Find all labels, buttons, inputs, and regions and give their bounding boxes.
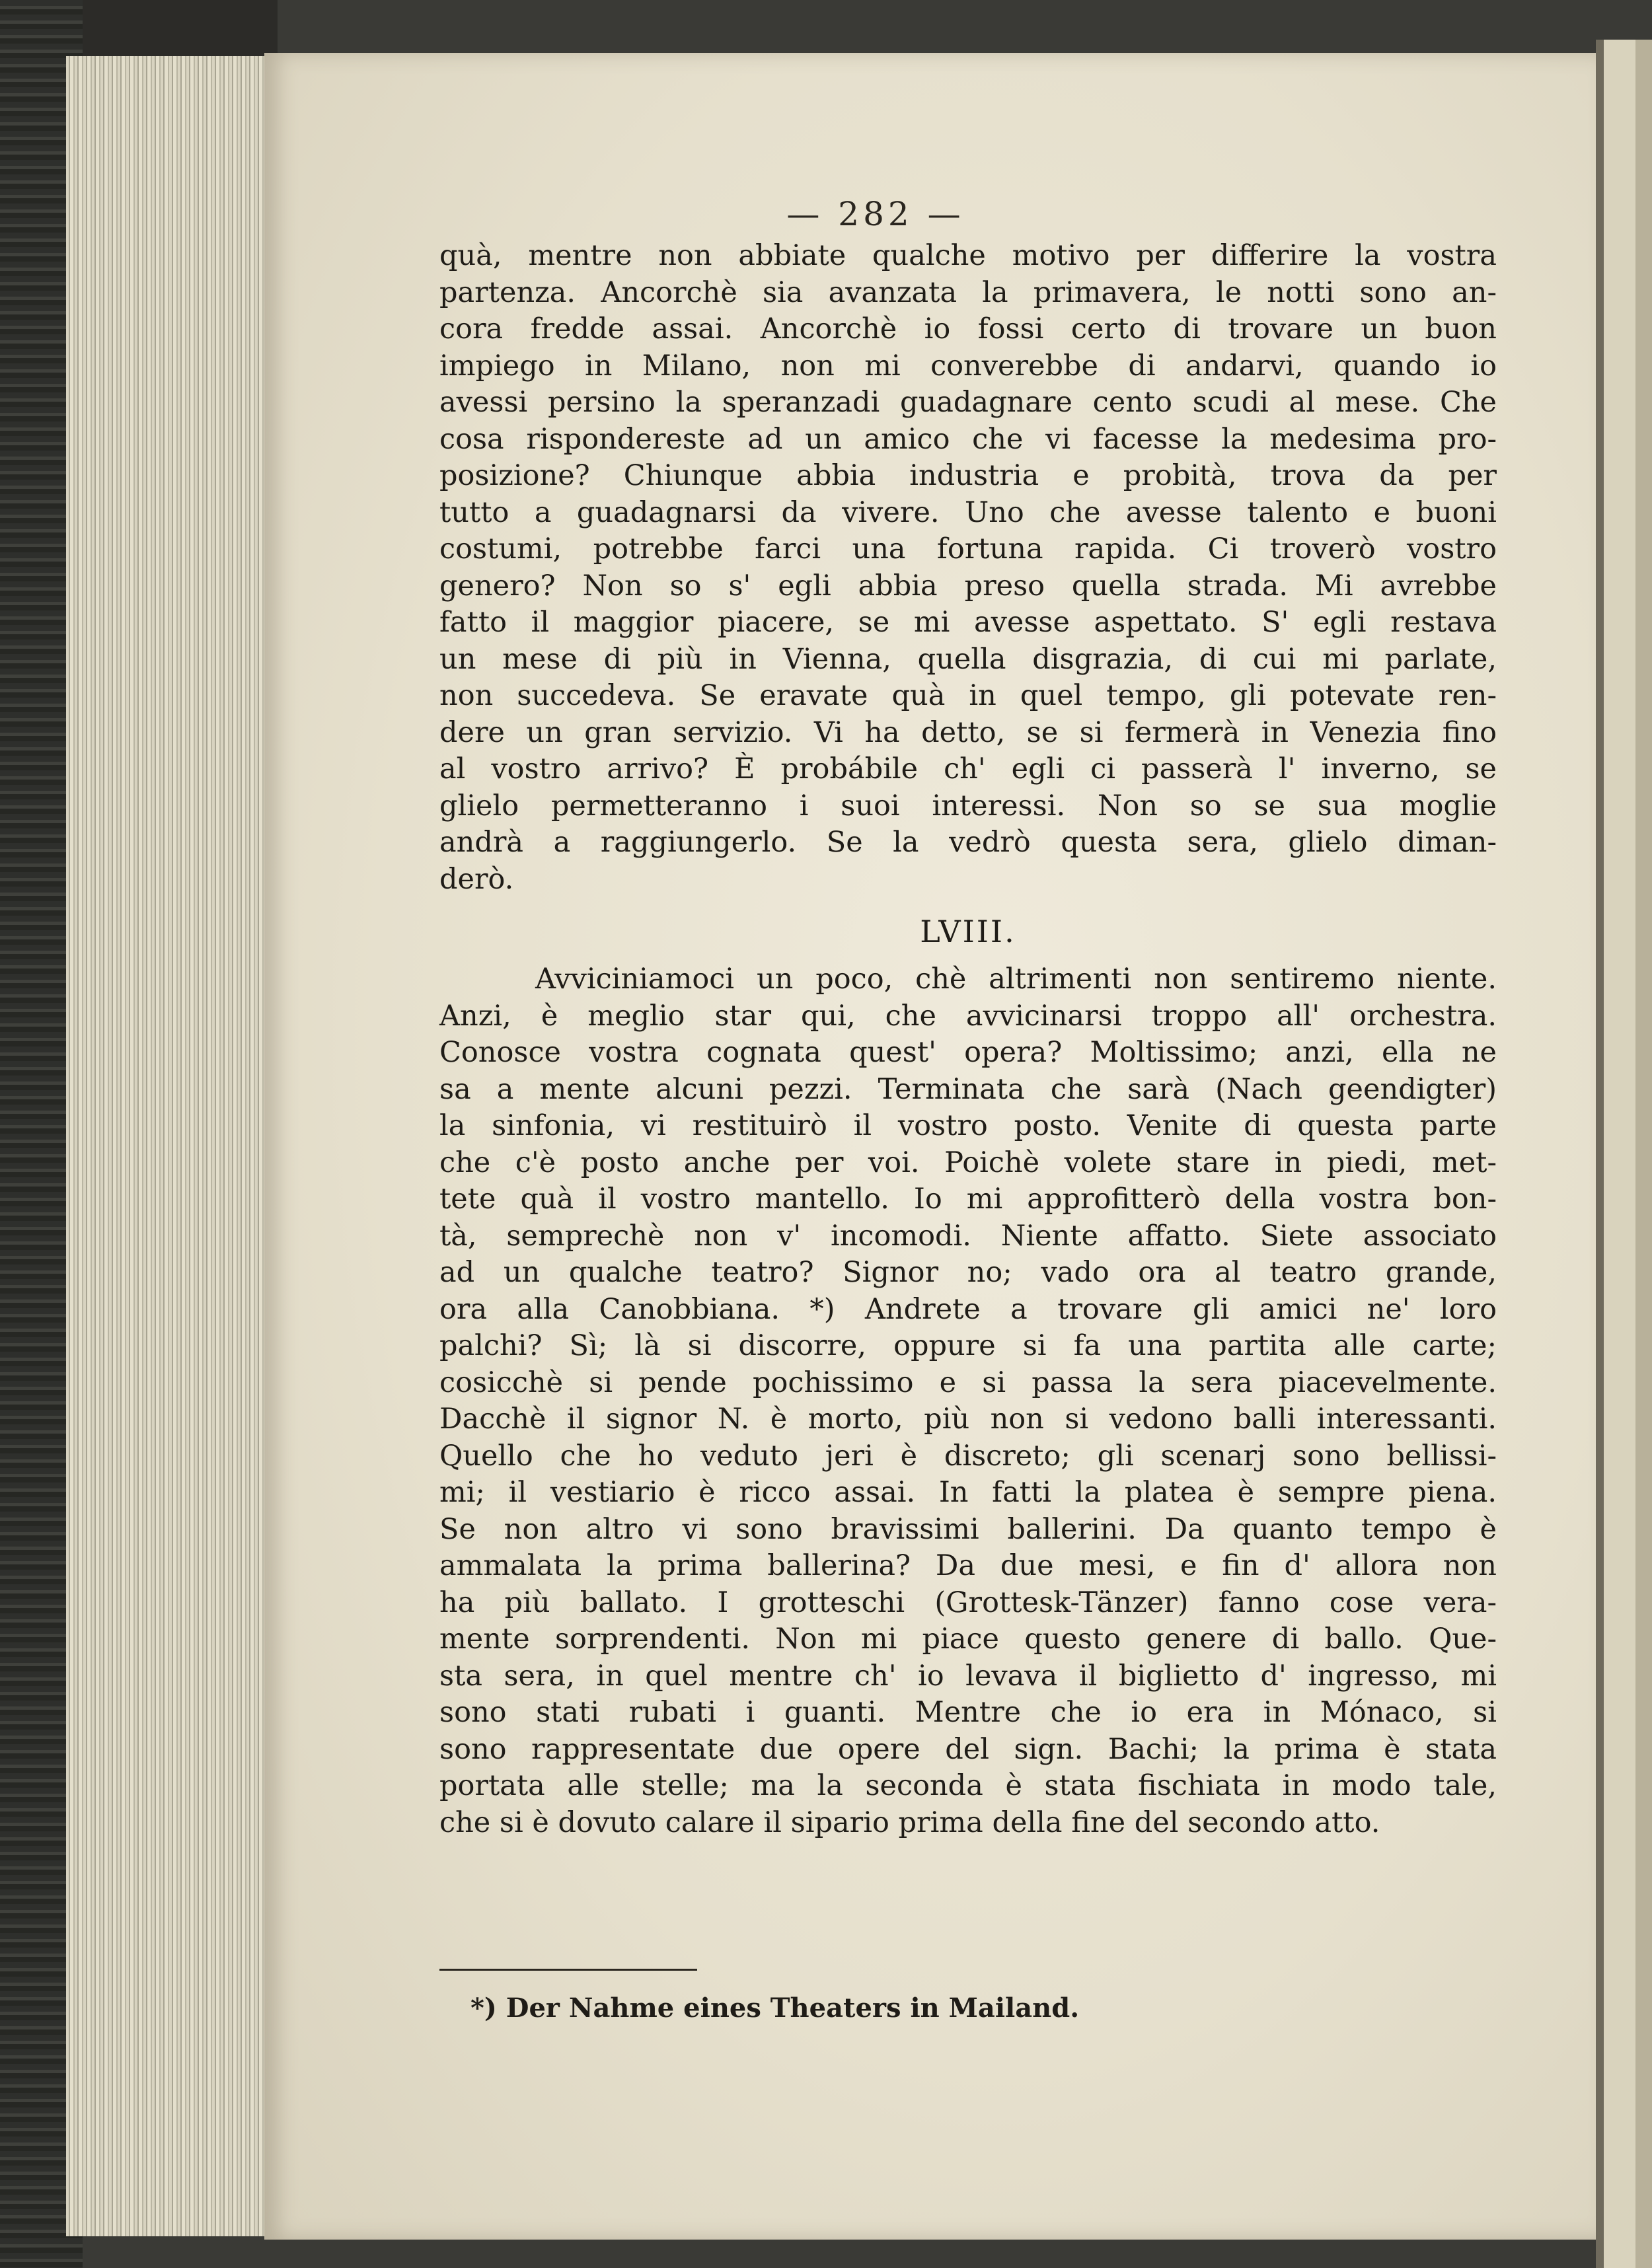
text-line: fatto il maggior piacere, se mi avesse aspettato. S' egli restava xyxy=(439,606,1497,639)
text-line: ad un qualche teatro? Signor no; vado ora al teatro grande, xyxy=(439,1256,1497,1289)
text-line: che si è dovuto calare il sipario prima della fine del secondo atto. xyxy=(439,1806,1380,1839)
text-line: costumi, potrebbe farci una fortuna rapida. Ci troverò vostro xyxy=(439,532,1497,566)
text-line: quà, mentre non abbiate qualche motivo per differire la vostra xyxy=(439,239,1497,272)
text-line: Se non altro vi sono bravissimi ballerini. Da quanto tempo è xyxy=(439,1512,1497,1546)
text-line: impiego in Milano, non mi converebbe di andarvi, quando io xyxy=(439,349,1497,383)
page-number: — 282 — xyxy=(786,195,965,233)
page-text xyxy=(439,238,1497,1841)
text-line: sono stati rubati i guanti. Mentre che io era in Mónaco, si xyxy=(439,1696,1497,1729)
paragraph-2 xyxy=(439,961,1497,1841)
text-line: che c'è posto anche per voi. Poichè volete stare in piedi, met- xyxy=(439,1146,1497,1179)
text-line: la sinfonia, vi restituirò il vostro posto. Venite di questa parte xyxy=(439,1109,1497,1142)
text-line: derò. xyxy=(439,862,514,896)
text-line: un mese di più in Vienna, quella disgrazia, di cui mi parlate, xyxy=(439,642,1497,676)
text-line: portata alle stelle; ma la seconda è stata fischiata in modo tale, xyxy=(439,1769,1497,1802)
text-line: tà, semprechè non v' incomodi. Niente affatto. Siete associato xyxy=(439,1219,1497,1253)
text-line: cosa rispondereste ad un amico che vi facesse la medesima pro- xyxy=(439,422,1497,456)
text-line: Conosce vostra cognata quest' opera? Moltissimo; anzi, ella ne xyxy=(439,1036,1497,1069)
text-line: ha più ballato. I grotteschi (Grottesk-Tänzer) fanno cose vera- xyxy=(439,1586,1497,1619)
text-line: glielo permetteranno i suoi interessi. Non so se sua moglie xyxy=(439,789,1497,823)
text-line: non succedeva. Se eravate quà in quel tempo, gli potevate ren- xyxy=(439,679,1497,712)
text-line: partenza. Ancorchè sia avanzata la primavera, le notti sono an- xyxy=(439,275,1497,309)
footnote: *) Der Nahme eines Theaters in Mailand. xyxy=(470,1993,1080,2024)
text-line: sa a mente alcuni pezzi. Terminata che sarà (Nach geendigter) xyxy=(439,1072,1497,1106)
text-line: Anzi, è meglio star qui, che avvicinarsi troppo all' orchestra. xyxy=(439,999,1497,1033)
text-line: genero? Non so s' egli abbia preso quella strada. Mi avrebbe xyxy=(439,569,1497,603)
text-line: avessi persino la speranzadi guadagnare cento scudi al mese. Che xyxy=(439,386,1497,419)
text-line: ammalata la prima ballerina? Da due mesi, e fin d' allora non xyxy=(439,1549,1497,1582)
text-line: Quello che ho veduto jeri è discreto; gli scenarj sono bellissi- xyxy=(439,1439,1497,1473)
text-line: dere un gran servizio. Vi ha detto, se si fermerà in Venezia fino xyxy=(439,715,1497,749)
text-line: sono rappresentate due opere del sign. Bachi; la prima è stata xyxy=(439,1732,1497,1766)
text-line: posizione? Chiunque abbia industria e probità, trova da per xyxy=(439,459,1497,492)
text-line: cosicchè si pende pochissimo e si passa la sera piacevelmente. xyxy=(439,1366,1497,1399)
text-line: Avviciniamoci un poco, chè altrimenti non sentiremo niente. xyxy=(535,963,1497,996)
paragraph-1 xyxy=(439,238,1497,898)
next-page-edge xyxy=(1596,40,1652,2268)
footnote-rule xyxy=(439,1969,697,1971)
text-line: sta sera, in quel mentre ch' io levava il biglietto d' ingresso, mi xyxy=(439,1659,1497,1693)
text-line: tutto a guadagnarsi da vivere. Uno che avesse talento e buoni xyxy=(439,495,1497,529)
text-line: ora alla Canobbiana. *) Andrete a trovare gli amici ne' loro xyxy=(439,1292,1497,1326)
page-edges xyxy=(66,56,266,2236)
text-line: cora fredde assai. Ancorchè io fossi certo di trovare un buon xyxy=(439,312,1497,346)
text-line: al vostro arrivo? È probábile ch' egli ci passerà l' inverno, se xyxy=(439,752,1497,786)
text-line: andrà a raggiungerlo. Se la vedrò questa sera, glielo diman- xyxy=(439,826,1497,859)
text-line: palchi? Sì; là si discorre, oppure si fa una partita alle carte; xyxy=(439,1329,1497,1362)
text-line: mi; il vestiario è ricco assai. In fatti la platea è sempre piena. xyxy=(439,1476,1497,1509)
text-line: Dacchè il signor N. è morto, più non si vedono balli interessanti. xyxy=(439,1403,1497,1436)
section-heading: LVIII. xyxy=(920,914,1016,949)
text-line: mente sorprendenti. Non mi piace questo genere di ballo. Que- xyxy=(439,1623,1497,1656)
text-line: tete quà il vostro mantello. Io mi approfitterò della vostra bon- xyxy=(439,1183,1497,1216)
